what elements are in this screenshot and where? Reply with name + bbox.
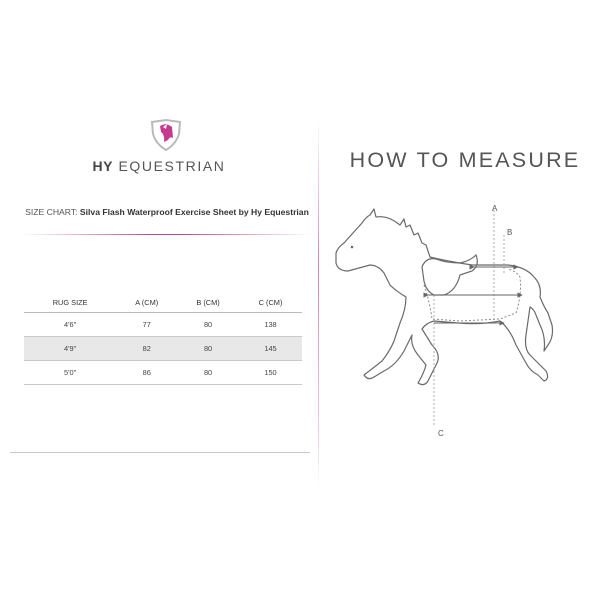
panel-divider (318, 118, 319, 488)
cell-b: 80 (177, 361, 239, 385)
cell-b: 80 (177, 337, 239, 361)
table-row (24, 337, 302, 361)
table-header-row (24, 292, 302, 313)
header-b: B (CM) (177, 292, 239, 313)
table-row (24, 313, 302, 337)
size-table (24, 292, 302, 385)
cell-a: 82 (116, 337, 177, 361)
brand-name: EQUESTRIAN (118, 158, 226, 174)
cell-c: 138 (239, 313, 302, 337)
header-a: A (CM) (116, 292, 177, 313)
title-underline (22, 234, 312, 235)
horse-head-shield-icon (146, 118, 186, 152)
bottom-rule (10, 452, 310, 453)
header-rug-size: RUG SIZE (24, 292, 116, 313)
cell-b: 80 (177, 313, 239, 337)
cell-rug-size: 4'9" (24, 337, 116, 361)
label-a: A (492, 204, 498, 213)
brand-hy: HY (92, 158, 113, 174)
cell-a: 77 (116, 313, 177, 337)
header-c: C (CM) (239, 292, 302, 313)
cell-rug-size: 5'0" (24, 361, 116, 385)
chart-title-product: Silva Flash Waterproof Exercise Sheet by Hy Equestrian (79, 207, 309, 217)
table-row (24, 361, 302, 385)
chart-title (22, 206, 312, 218)
horse-eye (351, 246, 354, 249)
label-c: C (438, 429, 444, 438)
cell-rug-size: 4'6" (24, 313, 116, 337)
horse-measure-diagram (330, 195, 580, 445)
how-to-measure-title: HOW TO MEASURE (349, 148, 581, 172)
cell-c: 150 (239, 361, 302, 385)
brand-wordmark (0, 158, 318, 174)
cell-c: 145 (239, 337, 302, 361)
cell-a: 86 (116, 361, 177, 385)
chart-title-prefix: SIZE CHART: (25, 207, 78, 217)
label-b: B (507, 228, 513, 237)
